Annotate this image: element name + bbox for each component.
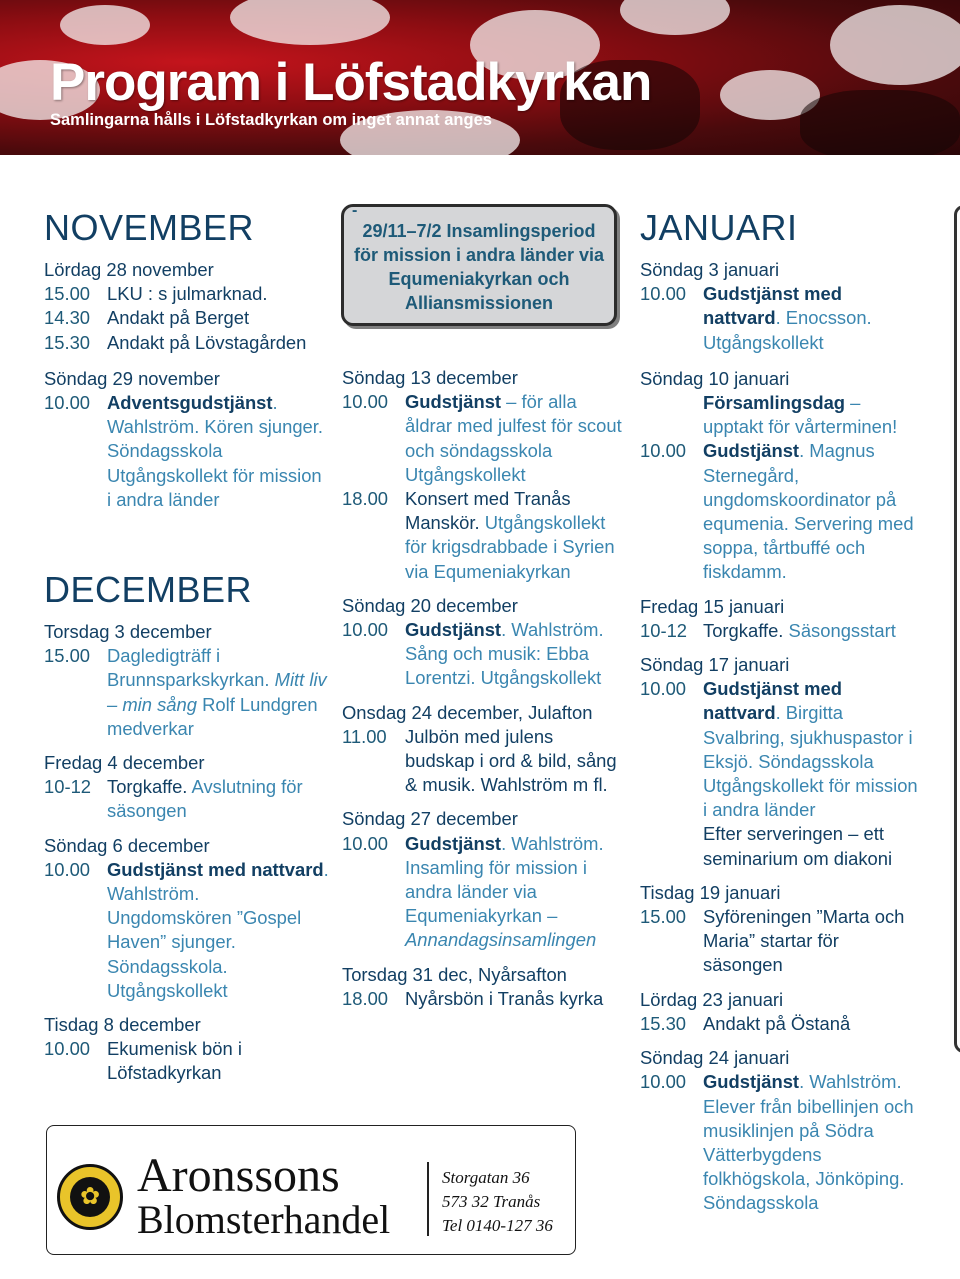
event: [342, 725, 627, 798]
next-page-box-edge: [954, 205, 960, 1053]
notice-dash: -: [352, 202, 358, 219]
day-block-dec13: [342, 366, 627, 584]
event-time: 10.00: [342, 832, 389, 854]
event-time: 18.00: [342, 987, 389, 1009]
event: [44, 1037, 329, 1085]
shadow-decoration: [800, 90, 960, 155]
event-time: 10.00: [640, 440, 687, 462]
event: [44, 644, 329, 741]
month-heading-december: DECEMBER: [44, 569, 253, 611]
event-time: 10.00: [342, 391, 389, 413]
event-time: 15.00: [640, 906, 687, 928]
event-text: Andakt på Berget: [107, 307, 250, 329]
page-title: Program i Löfstadkyrkan: [50, 53, 652, 112]
ad-brand-subtitle: Blomsterhandel: [137, 1197, 391, 1242]
day-block-jan19: [640, 881, 922, 978]
ad-divider: [427, 1162, 429, 1236]
day-heading: Söndag 10 januari: [640, 367, 790, 389]
day-block-jan15: [640, 595, 922, 643]
collection-notice-box: [341, 204, 617, 326]
event-time: 14.30: [44, 307, 91, 329]
event-time: 10.00: [44, 392, 91, 414]
day-heading: Lördag 28 november: [44, 259, 214, 280]
day-block-jan24: [640, 1046, 922, 1215]
event-time: 15.30: [44, 331, 91, 353]
day-block-dec4: [44, 751, 329, 824]
event-time: 10.00: [44, 858, 91, 880]
event: [44, 775, 329, 823]
event-time: 15.00: [44, 283, 91, 305]
event: [342, 618, 627, 691]
snow-decoration: [620, 0, 730, 35]
event-text: Gudstjänst. Wahlström. Insamling för mission i andra länder via Equmeniakyrkan – Annandagsinsamlingen: [405, 832, 604, 951]
header-banner: [0, 0, 960, 155]
day-block-dec24: [342, 701, 627, 798]
event-time: 11.00: [342, 725, 387, 747]
event-text: Gudstjänst med nattvard. Wahlström. Ungdomskören ”Gospel Haven” sjunger. Söndagsskola. Utgångskollekt: [107, 858, 329, 1001]
event-text: Gudstjänst med nattvard. Birgitta Svalbring, sjukhuspastor i Eksjö. Söndagsskola Utgångskollekt för mission i andra länder Efter serveringen – ett seminarium om diakoni: [703, 678, 918, 869]
snow-decoration: [830, 5, 960, 85]
event: [44, 331, 329, 355]
event: [342, 987, 627, 1011]
event: [640, 1070, 922, 1215]
ad-address: [442, 1166, 553, 1238]
event-text: Gudstjänst. Wahlström. Sång och musik: Ebba Lorentzi. Utgångskollekt: [405, 619, 604, 689]
event-time: 15.30: [640, 1012, 687, 1034]
right-column: [640, 208, 922, 1216]
day-heading: Torsdag 3 december: [44, 621, 212, 643]
ad-city: 573 32 Tranås: [442, 1192, 541, 1211]
day-heading: Fredag 15 januari: [640, 595, 785, 617]
day-block-nov29: [44, 367, 329, 512]
day-heading: Söndag 3 januari: [640, 259, 780, 280]
event-text: Andakt på Lövstagården: [107, 331, 307, 353]
event: [44, 858, 329, 1003]
day-heading: Onsdag 24 december, Julafton: [342, 701, 593, 723]
day-block-nov28: [44, 258, 329, 355]
event-text: Församlingsdag – upptakt för vårterminen!: [703, 392, 898, 438]
event-time: 15.00: [44, 645, 91, 667]
advertisement-aronssons: [46, 1125, 576, 1255]
event: [640, 905, 922, 978]
day-block-dec3: [44, 620, 329, 741]
day-heading: Tisdag 19 januari: [640, 881, 781, 903]
event: [640, 619, 922, 643]
event-text: Nyårsbön i Tranås kyrka: [405, 987, 604, 1009]
day-block-jan17: [640, 653, 922, 871]
event-text: Gudstjänst – för alla åldrar med julfest för scout och söndagsskola Utgångskollekt: [405, 391, 622, 485]
ad-street: Storgatan 36: [442, 1168, 530, 1187]
event: [640, 677, 922, 871]
event: [342, 487, 627, 584]
month-heading-januari: JANUARI: [640, 207, 798, 248]
event-time: 10.00: [342, 619, 389, 641]
day-heading: Söndag 27 december: [342, 808, 518, 830]
event-time: 10.00: [640, 1071, 687, 1093]
event-time: 10-12: [44, 776, 92, 798]
day-block-jan10: [640, 367, 922, 585]
day-block-jan3: [640, 258, 922, 355]
event: [640, 439, 922, 584]
day-heading: Söndag 20 december: [342, 594, 518, 616]
event-time: 10.00: [44, 1038, 91, 1060]
day-heading: Söndag 6 december: [44, 834, 210, 856]
day-block-dec27: [342, 807, 627, 952]
event-text: Ekumenisk bön i Löfstadkyrkan: [107, 1038, 242, 1084]
event-text: Julbön med julens budskap i ord & bild, sång & musik. Wahlström m fl.: [405, 725, 617, 796]
event: [640, 282, 922, 355]
month-heading-november: NOVEMBER: [44, 207, 255, 248]
event-text: Adventsgudstjänst. Wahlström. Kören sjunger. Söndagsskola Utgångskollekt för mission i andra länder: [107, 392, 324, 510]
day-heading: Fredag 4 december: [44, 752, 205, 774]
event-text: LKU : s julmarknad.: [107, 283, 268, 305]
event: [44, 306, 329, 330]
event-text: Syföreningen ”Marta och Maria” startar för säsongen: [703, 906, 905, 976]
day-heading: Torsdag 31 dec, Nyårsafton: [342, 963, 567, 985]
day-block-dec20: [342, 594, 627, 691]
notice-text: 29/11–7/2 Insamlingsperiod för mission i andra länder via Equmeniakyrkan och Alliansmissionen: [353, 221, 605, 313]
event: [640, 391, 922, 439]
event-text: Gudstjänst. Magnus Sternegård, ungdomskoordinator på equmenia. Servering med soppa, tårtbuffé och fiskdamm.: [703, 440, 914, 583]
middle-column: [342, 366, 627, 1011]
event-time: 18.00: [342, 488, 389, 510]
event-text: Gudstjänst med nattvard. Enocsson. Utgångskollekt: [703, 283, 872, 353]
event-text: Konsert med Tranås Manskör. Utgångskollekt för krigsdrabbade i Syrien via Equmeniakyrkan: [405, 488, 615, 582]
event-text: Dagledigträff i Brunnsparkskyrkan. Mitt liv – min sång Rolf Lundgren medverkar: [107, 645, 327, 739]
event: [44, 391, 329, 512]
day-block-dec31: [342, 963, 627, 1011]
florist-logo-seal: [57, 1164, 123, 1230]
page-subtitle: Samlingarna hålls i Löfstadkyrkan om inget annat anges: [50, 111, 492, 129]
event-text: Torgkaffe. Säsongsstart: [703, 619, 896, 641]
event-time: 10-12: [640, 619, 688, 641]
day-heading: Tisdag 8 december: [44, 1014, 201, 1036]
day-block-dec6: [44, 834, 329, 1003]
snow-decoration: [60, 5, 150, 45]
day-block-dec8: [44, 1013, 329, 1086]
event-text: Torgkaffe. Avslutning för säsongen: [107, 776, 303, 822]
event-time: 10.00: [640, 283, 687, 305]
flower-icon: ✿: [70, 1177, 110, 1217]
event-text: Andakt på Östanå: [703, 1012, 851, 1034]
day-heading: Söndag 29 november: [44, 367, 220, 389]
event: [342, 390, 627, 487]
day-heading: Lördag 23 januari: [640, 988, 784, 1010]
event: [342, 832, 627, 953]
left-column: [44, 208, 329, 1086]
event: [640, 1012, 922, 1036]
day-heading: Söndag 24 januari: [640, 1047, 790, 1069]
day-heading: Söndag 13 december: [342, 367, 518, 388]
day-block-jan23: [640, 988, 922, 1036]
event: [44, 282, 329, 306]
snow-decoration: [230, 0, 390, 45]
ad-brand-name: Aronssons: [137, 1149, 340, 1202]
event-text: Gudstjänst. Wahlström. Elever från bibellinjen och musiklinjen på Södra Vätterbygdens folkhögskola, Jönköping. Söndagsskola: [703, 1071, 914, 1214]
event-time: 10.00: [640, 678, 687, 700]
ad-phone: Tel 0140-127 36: [442, 1216, 553, 1235]
day-heading: Söndag 17 januari: [640, 654, 790, 676]
